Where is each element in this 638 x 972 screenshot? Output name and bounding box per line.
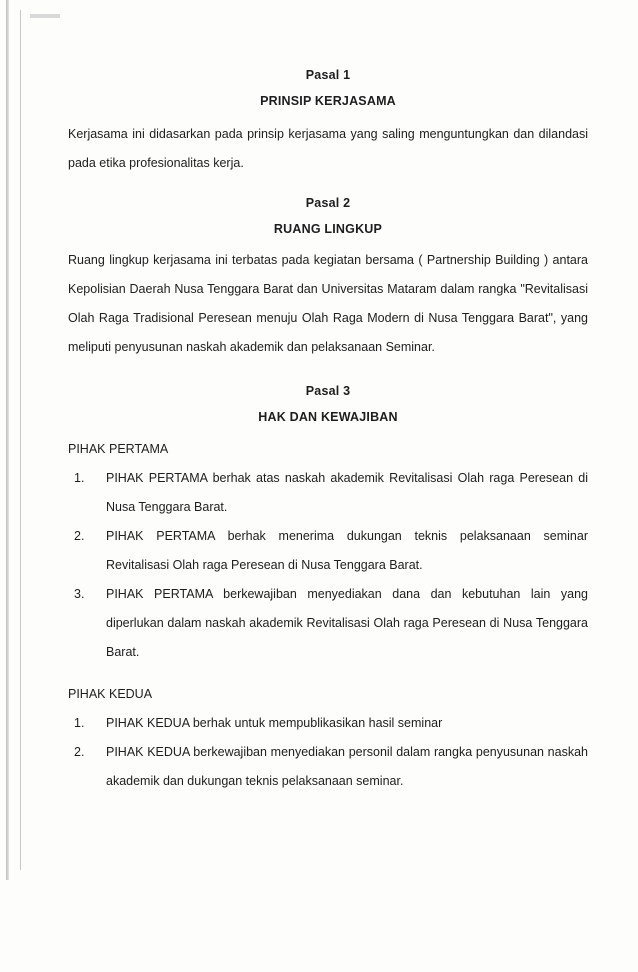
list-item-number: 3. xyxy=(74,587,85,601)
list-item-text: PIHAK PERTAMA berhak menerima dukungan teknis pelaksanaan seminar Revitalisasi Olah raga Peresean di Nusa Tenggara Barat. xyxy=(106,529,588,572)
list-item xyxy=(68,464,588,522)
scan-edge-line xyxy=(20,10,21,870)
pasal-3-subtitle: HAK DAN KEWAJIBAN xyxy=(258,410,398,424)
pihak-pertama-list xyxy=(68,464,588,667)
list-item-number: 2. xyxy=(74,529,85,543)
list-item-number: 1. xyxy=(74,716,85,730)
pihak-pertama-label: PIHAK PERTAMA xyxy=(68,442,169,456)
pasal-2-title: Pasal 2 xyxy=(305,196,351,210)
list-item xyxy=(68,738,588,796)
list-item xyxy=(68,580,588,667)
pasal-2-body: Ruang lingkup kerjasama ini terbatas pada kegiatan bersama ( Partnership Building ) antara Kepolisian Daerah Nusa Tenggara Barat dan Universitas Mataram dalam rangka "Revitalisasi Olah Raga Tradisional Peresean menuju Olah Raga Modern di Nusa Tenggara Barat", yang meliputi penyusunan naskah akademik dan pelaksanaan Seminar. xyxy=(68,253,588,354)
list-item-text: PIHAK PERTAMA berhak atas naskah akademik Revitalisasi Olah raga Peresean di Nusa Tenggara Barat. xyxy=(106,471,588,514)
pihak-kedua-list xyxy=(68,709,588,796)
pihak-kedua-label: PIHAK KEDUA xyxy=(68,687,153,701)
pasal-1-subtitle: PRINSIP KERJASAMA xyxy=(260,94,396,108)
list-item xyxy=(68,709,588,738)
pasal-3-title: Pasal 3 xyxy=(305,384,351,398)
document-body xyxy=(68,68,588,796)
list-item-text: PIHAK KEDUA berhak untuk mempublikasikan hasil seminar xyxy=(106,716,443,730)
list-item-number: 1. xyxy=(74,471,85,485)
pasal-1-title: Pasal 1 xyxy=(305,68,351,82)
list-item xyxy=(68,522,588,580)
scan-artifact xyxy=(30,14,60,18)
list-item-number: 2. xyxy=(74,745,85,759)
list-item-text: PIHAK KEDUA berkewajiban menyediakan personil dalam rangka penyusunan naskah akademik dan dukungan teknis pelaksanaan seminar. xyxy=(106,745,588,788)
list-item-text: PIHAK PERTAMA berkewajiban menyediakan dana dan kebutuhan lain yang diperlukan dalam naskah akademik Revitalisasi Olah raga Peresean di Nusa Tenggara Barat. xyxy=(106,587,588,659)
pasal-1-body: Kerjasama ini didasarkan pada prinsip kerjasama yang saling menguntungkan dan dilandasi pada etika profesionalitas kerja. xyxy=(68,127,588,170)
scan-edge-shadow xyxy=(6,0,9,880)
pasal-2-subtitle: RUANG LINGKUP xyxy=(273,222,383,236)
